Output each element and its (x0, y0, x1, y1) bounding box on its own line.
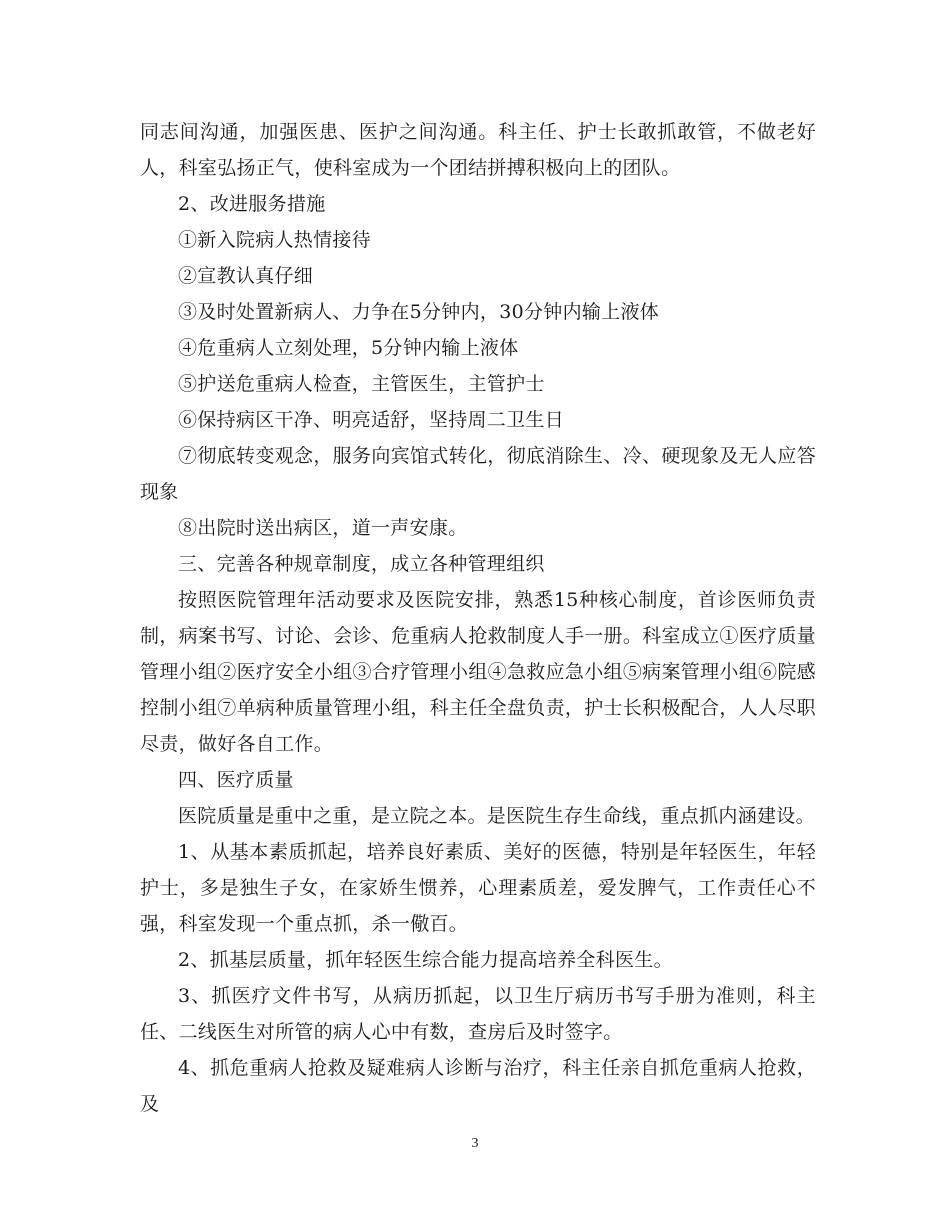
page-number: 3 (471, 1136, 479, 1151)
paragraph: ⑤护送危重病人检查，主管医生，主管护士 (178, 373, 545, 395)
paragraph: 医院质量是重中之重，是立院之本。是医院生存生命线，重点抓内涵建设。 (178, 805, 815, 827)
paragraph: 按照医院管理年活动要求及医院安排，熟悉15种核心制度，首诊医师负责制，病案书写、讨论、会诊、危重病人抢救制度人手一册。科室成立①医疗质量管理小组②医疗安全小组③合疗管理小组④急救应急小组⑤病案管理小组⑥院感控制小组⑦单病种质量管理小组，科主任全盘负责，护士长积极配合，人人尽职尽责，做好各自工作。 (140, 589, 816, 755)
paragraph: 2、抓基层质量，抓年轻医生综合能力提高培养全科医生。 (178, 949, 673, 971)
paragraph: ⑧出院时送出病区，道一声安康。 (178, 517, 468, 539)
paragraph: ②宣教认真仔细 (178, 265, 314, 287)
paragraph: ③及时处置新病人、力争在5分钟内，30分钟内输上液体 (178, 301, 660, 323)
paragraph: 三、完善各种规章制度，成立各种管理组织 (178, 553, 545, 575)
paragraph: ④危重病人立刻处理，5分钟内输上液体 (178, 337, 519, 359)
paragraph: 同志间沟通，加强医患、医护之间沟通。科主任、护士长敢抓敢管，不做老好人，科室弘扬正气，使科室成为一个团结拼搏积极向上的团队。 (140, 121, 816, 179)
document-body (140, 114, 816, 1122)
paragraph: 2、改进服务措施 (178, 193, 326, 215)
paragraph: 4、抓危重病人抢救及疑难病人诊断与治疗，科主任亲自抓危重病人抢救，及 (140, 1057, 816, 1115)
paragraph: 3、抓医疗文件书写，从病历抓起，以卫生厅病历书写手册为准则，科主任、二线医生对所管的病人心中有数，查房后及时签字。 (140, 985, 816, 1043)
paragraph: ①新入院病人热情接待 (178, 229, 372, 251)
paragraph: ⑦彻底转变观念，服务向宾馆式转化，彻底消除生、冷、硬现象及无人应答现象 (140, 445, 816, 503)
paragraph: ⑥保持病区干净、明亮适舒，坚持周二卫生日 (178, 409, 565, 431)
paragraph: 1、从基本素质抓起，培养良好素质、美好的医德，特别是年轻医生，年轻护士，多是独生子女，在家娇生惯养，心理素质差，爱发脾气，工作责任心不强，科室发现一个重点抓，杀一儆百。 (140, 841, 816, 935)
paragraph: 四、医疗质量 (178, 769, 294, 791)
